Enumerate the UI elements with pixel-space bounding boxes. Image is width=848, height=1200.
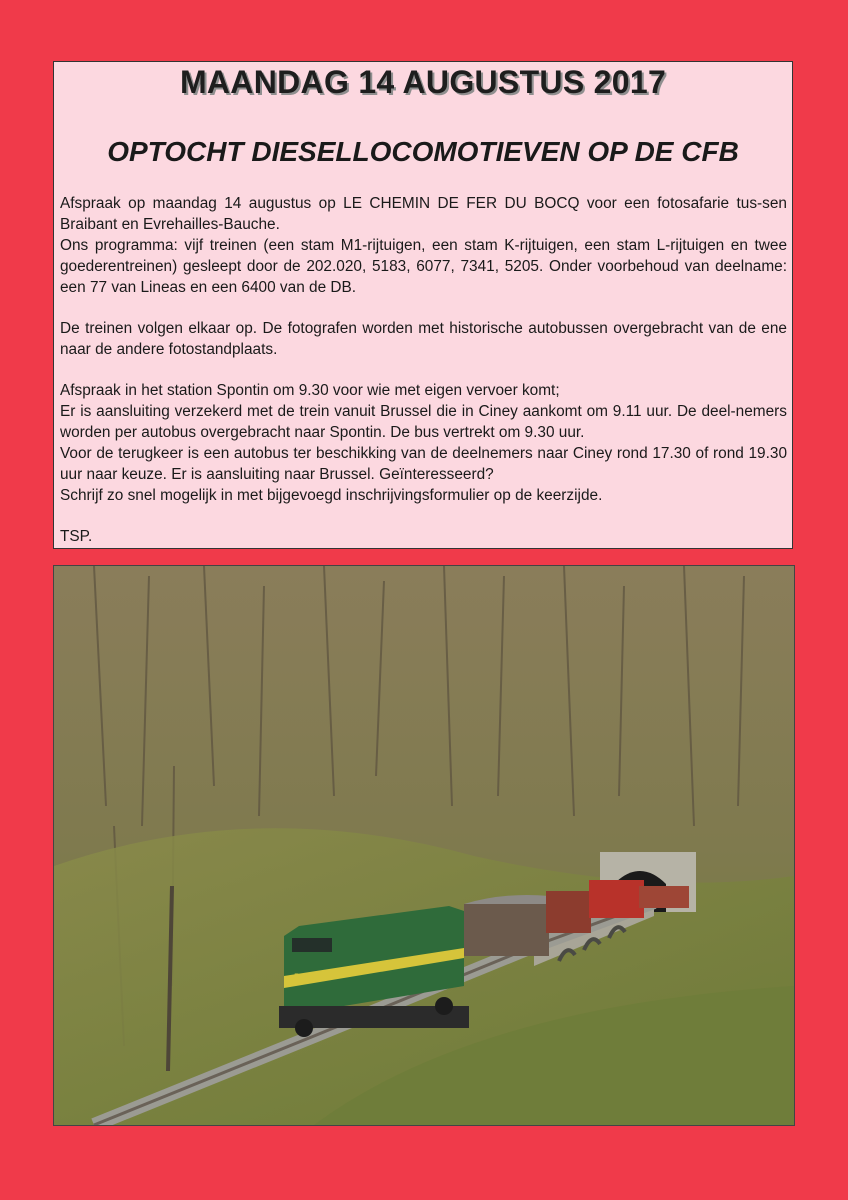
paragraph-meeting: Afspraak in het station Spontin om 9.30 voor wie met eigen vervoer komt; (60, 382, 560, 399)
locomotive-number: 5183 (294, 972, 315, 982)
paragraph-intro: Afspraak op maandag 14 augustus op LE CHEMIN DE FER DU BOCQ voor een fotosafarie tus-sen Braibant en Evrehailles-Bauche. (60, 195, 787, 233)
paragraph-return: Voor de terugkeer is een autobus ter beschikking van de deelnemers naar Ciney rond 17.30 of rond 19.30 uur naar keuze. Er is aansluiting naar Brussel. Geïnteresseerd? (60, 445, 787, 483)
paragraph-programme: Ons programma: vijf treinen (een stam M1-rijtuigen, een stam K-rijtuigen, een stam L-rijtuigen en twee goederentreinen) gesleept door de 202.020, 5183, 6077, 7341, 5205. Onder voorbehoud van deelname: een 77 van Lineas en een 6400 van de DB. (60, 237, 787, 296)
page-title: MAANDAG 14 AUGUSTUS 2017 (179, 64, 667, 100)
paragraph-sequence: De treinen volgen elkaar op. De fotografen worden met historische autobussen overgebracht van de ene naar de andere fotostandplaats. (60, 320, 787, 358)
signature: TSP. (60, 528, 93, 545)
article-body (60, 193, 787, 547)
train-photo (53, 565, 795, 1126)
event-subtitle: OPTOCHT DIESELLOCOMOTIEVEN OP DE CFB (107, 136, 739, 167)
diesel-locomotive (279, 906, 469, 1037)
paragraph-signup: Schrijf zo snel mogelijk in met bijgevoegd inschrijvingsformulier op de keerzijde. (60, 487, 603, 504)
paragraph-connection: Er is aansluiting verzekerd met de trein vanuit Brussel die in Ciney aankomt om 9.11 uur. De deel-nemers worden per autobus overgebracht naar Spontin. De bus vertrekt om 9.30 uur. (60, 403, 787, 441)
announcement-panel (53, 61, 793, 549)
train-photo-illustration (54, 566, 794, 1125)
